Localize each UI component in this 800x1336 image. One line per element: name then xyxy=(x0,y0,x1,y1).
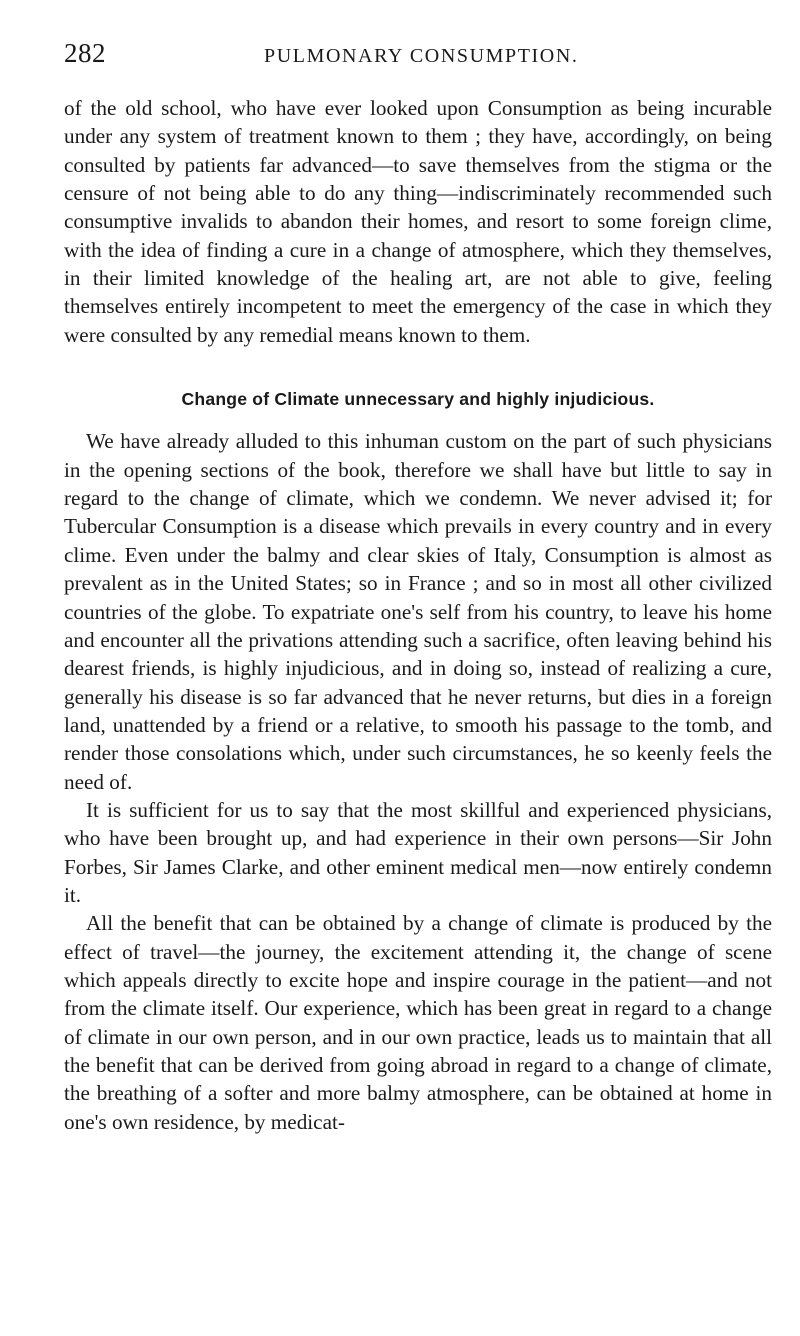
paragraph-eminent-physicians: It is sufficient for us to say that the most skillful and experienced physicians, who have been brought up, and had experience in their own persons—Sir John Forbes, Sir James Clarke, and other eminent medical men—now entirely condemn it. xyxy=(64,797,772,907)
opening-paragraph: of the old school, who have ever looked upon Consumption as being incurable under any system of treatment known to them ; they have, accordingly, on being consulted by patients far advanced—to save themselves from the stigma or the censure of not being able to do any thing—indiscriminately recommended such consumptive invalids to abandon their homes, and resort to some foreign clime, with the idea of finding a cure in a change of atmosphere, which they themselves, in their limited knowledge of the healing art, are not able to give, feeling themselves entirely incompetent to meet the emergency of the case in which they were consulted by any remedial means known to them. xyxy=(64,96,772,347)
paragraph-benefit-of-travel: All the benefit that can be obtained by a change of climate is produced by the effect of travel—the journey, the excitement attending it, the change of scene which appeals directly to excite hope and inspire courage in the patient—and not from the climate itself. Our experience, which has been great in regard to a change of climate in our own person, and in our own practice, leads us to maintain that all the benefit that can be derived from going abroad in regard to a change of climate, the breathing of a softer and more balmy atmosphere, can be obtained at home in one's own residence, by medicat- xyxy=(64,911,772,1134)
running-head xyxy=(64,38,772,78)
paragraph-change-of-climate: We have already alluded to this inhuman custom on the part of such physicians in the opening sections of the book, therefore we shall have but little to say in regard to the change of climate, which we condemn. We never advised it; for Tubercular Consumption is a disease which prevails in every country and in every clime. Even under the balmy and clear skies of Italy, Consumption is almost as prevalent as in the United States; so in France ; and so in most all other civilized countries of the globe. To expatriate one's self from his country, to leave his home and encounter all the privations attending such a sacrifice, often leaving behind his dearest friends, is highly injudicious, and in doing so, instead of realizing a cure, generally his disease is so far advanced that he never returns, but dies in a foreign land, unattended by a friend or a relative, to smooth his passage to the tomb, and render those consolations which, under such circumstances, he so keenly feels the need of. xyxy=(64,429,772,794)
section-heading: Change of Climate unnecessary and highly injudicious. xyxy=(181,389,655,410)
page-number: 282 xyxy=(64,38,106,68)
running-title: PULMONARY CONSUMPTION. xyxy=(264,45,579,67)
body-text xyxy=(64,94,772,1136)
